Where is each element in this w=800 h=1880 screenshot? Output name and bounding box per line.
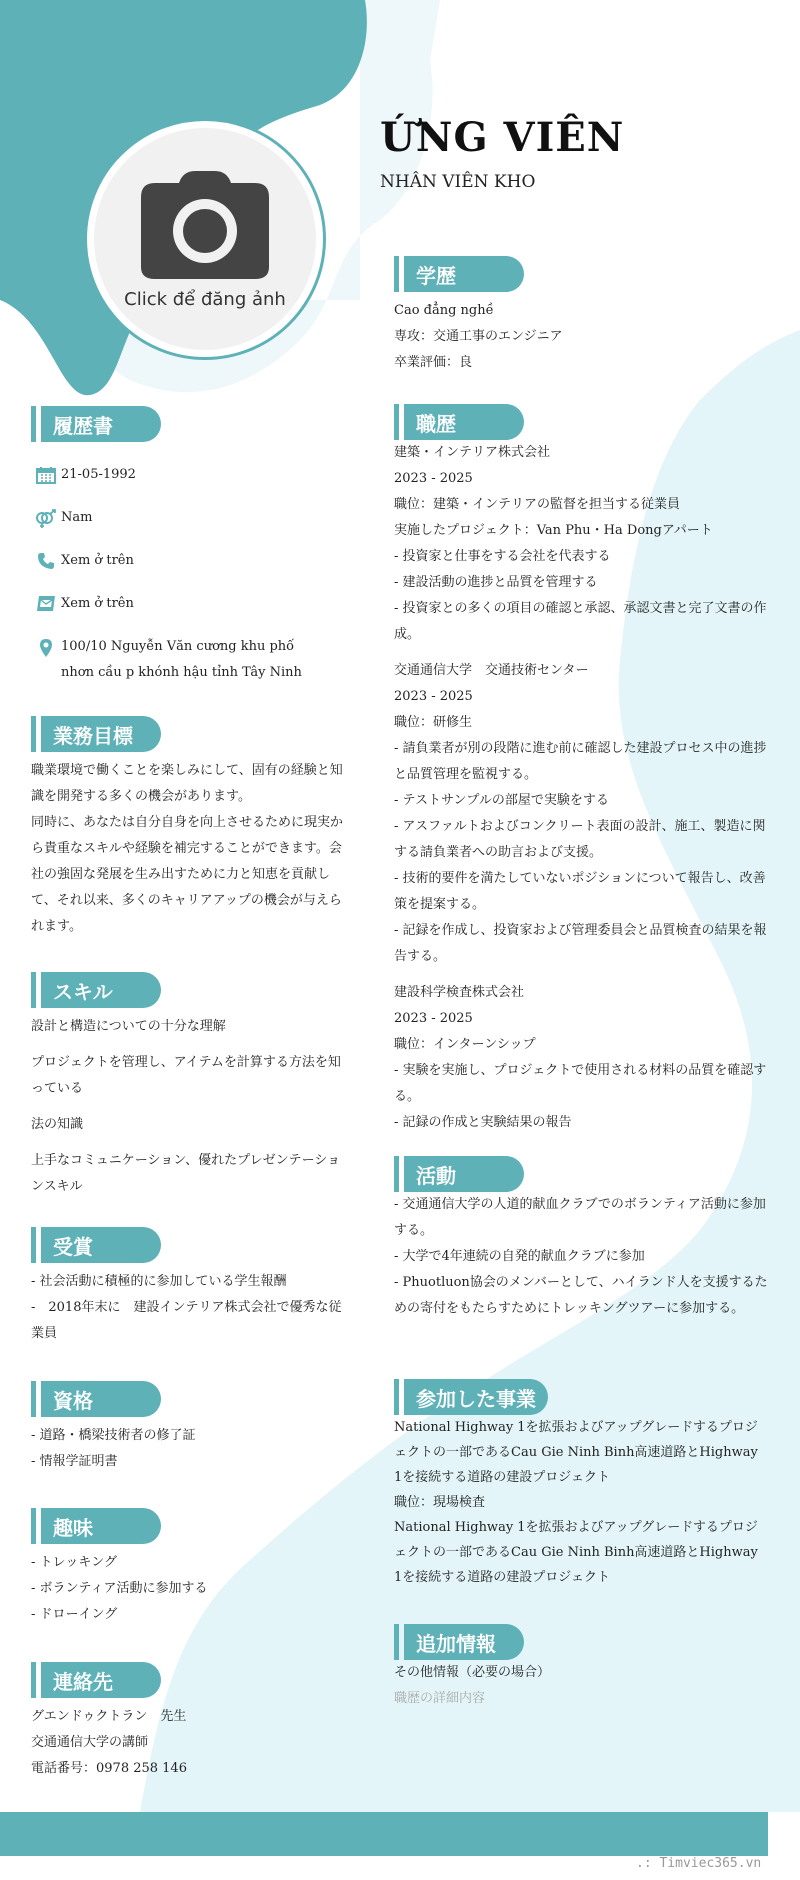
phone-icon — [31, 548, 61, 570]
activity-item: - 大学で4年連続の自発的献血クラブに参加 — [394, 1249, 645, 1264]
avatar-upload[interactable] — [84, 118, 326, 360]
section-education — [394, 256, 770, 376]
activity-item: - Phuotluon協会のメンバーとして、ハイランド人を支援するための寄付をもたらすためにトレッキングツアーに参加する。 — [394, 1275, 768, 1316]
project-item: 職位：現場検査 — [394, 1495, 486, 1510]
certificate-item: - 道路・橋梁技術者の修了証 — [31, 1428, 196, 1443]
section-skills — [31, 972, 353, 1200]
award-item: - 社会活動に積極的に参加している学生報酬 — [31, 1274, 287, 1289]
footer-credit: .: Timviec365.vn — [636, 1856, 762, 1871]
section-title: 連絡先 — [41, 1662, 161, 1698]
section-projects — [394, 1379, 770, 1590]
section-title: 業務目標 — [41, 716, 161, 752]
location-icon — [31, 634, 61, 658]
skill-item: 法の知識 — [31, 1117, 84, 1132]
candidate-name: ỨNG VIÊN — [380, 114, 625, 161]
info-phone: Xem ở trên — [31, 548, 351, 574]
objective-line: 職業環境で働くことを楽しみにして、固有の経験と知識を開発する多くの機会があります。 — [31, 763, 343, 804]
project-item: National Highway 1を拡張およびアップグレードするプロジェクトの一部であるCau Gie Ninh Binh高速道路とHighway 1を接続する道路の建設プロジェクト — [394, 1420, 758, 1485]
section-experience — [394, 404, 770, 1136]
reference-item: 交通通信大学の講師 — [31, 1735, 149, 1750]
section-hobbies — [31, 1508, 353, 1628]
job-title: NHÂN VIÊN KHO — [380, 172, 536, 192]
section-title: 受賞 — [41, 1227, 161, 1263]
footer-bar — [0, 1812, 768, 1856]
section-activities — [394, 1156, 770, 1322]
camera-icon — [139, 169, 271, 281]
section-title: スキル — [41, 972, 161, 1008]
certificate-item: - 情報学証明書 — [31, 1454, 118, 1469]
reference-item: 電話番号：0978 258 146 — [31, 1761, 187, 1776]
info-birthdate: 21-05-1992 — [31, 462, 351, 488]
calendar-icon — [31, 462, 61, 484]
hobby-item: - ドローイング — [31, 1607, 118, 1622]
section-awards — [31, 1227, 353, 1347]
info-gender: Nam — [31, 505, 351, 531]
info-email: Xem ở trên — [31, 591, 351, 617]
hobby-item: - ボランティア活動に参加する — [31, 1581, 208, 1596]
section-profile — [31, 406, 351, 703]
section-additional — [394, 1624, 770, 1712]
section-certificates — [31, 1381, 353, 1475]
section-objective — [31, 716, 353, 940]
hobby-item: - トレッキング — [31, 1555, 118, 1570]
project-item: National Highway 1を拡張およびアップグレードするプロジェクトの一部であるCau Gie Ninh Binh高速道路とHighway 1を接続する道路の建設プロジェクト — [394, 1520, 758, 1585]
section-reference — [31, 1662, 353, 1782]
skill-item: 設計と構造についての十分な理解 — [31, 1019, 226, 1034]
gender-icon — [31, 505, 61, 529]
skill-item: 上手なコミュニケーション、優れたプレゼンテーションスキル — [31, 1153, 341, 1194]
section-title: 学歴 — [404, 256, 524, 292]
avatar-placeholder — [94, 128, 316, 350]
section-title: 趣味 — [41, 1508, 161, 1544]
additional-item: その他情報（必要の場合） — [394, 1665, 551, 1680]
award-item: - 2018年末に 建設インテリア株式会社で優秀な従業員 — [31, 1300, 342, 1341]
section-title: 参加した事業 — [404, 1379, 548, 1415]
section-title: 資格 — [41, 1381, 161, 1417]
skill-item: プロジェクトを管理し、アイテムを計算する方法を知っている — [31, 1055, 341, 1096]
education-item: Cao đẳng nghề — [394, 303, 494, 318]
avatar-label: Click để đăng ảnh — [124, 288, 286, 310]
section-title: 職歴 — [404, 404, 524, 440]
activity-item: - 交通通信大学の人道的献血クラブでのボランティア活動に参加する。 — [394, 1197, 766, 1238]
job-entry: 建設科学検査株式会社 2023 - 2025 職位：インターンシップ - 実験を実施し、プロジェクトで使用される材料の品質を確認する。 - 記録の作成と実験結果の報告 — [394, 985, 767, 1130]
job-entry: 交通通信大学 交通技術センター 2023 - 2025 職位：研修生 - 請負業者が別の段階に進む前に確認した建設プロセス中の進捗と品質管理を監視する。 - テストサンプルの部屋で実験をする - アスファルトおよびコンクリート表面の設計、施工、製造に関する請負業者への助言および支援。 - 技術的要件を満たしていないポジションについて報告し、改善策を提案する。 - 記録を作成し、投資家および管理委員会と品質検査の結果を報告する。 — [394, 663, 767, 964]
job-entry: 建築・インテリア株式会社 2023 - 2025 職位：建築・インテリアの監督を担当する従業員 実施したプロジェクト：Van Phu・Ha Dongアパート - 投資家と仕事をする会社を代表する - 建設活動の進捗と品質を管理する - 投資家との多くの項目の確認と承認、承認文書と完了文書の作成。 — [394, 445, 767, 642]
section-title: 追加情報 — [404, 1624, 524, 1660]
info-address: 100/10 Nguyễn Văn cương khu phố nhơn cầu p khónh hậu tỉnh Tây Ninh — [31, 634, 351, 686]
education-item: 卒業評価：良 — [394, 355, 473, 370]
additional-placeholder[interactable]: 職歴の詳細内容 — [394, 1691, 486, 1706]
reference-item: グエンドゥクトラン 先生 — [31, 1709, 187, 1724]
email-icon — [31, 591, 61, 612]
section-title: 履歴書 — [41, 406, 161, 442]
education-item: 専攻：交通工事のエンジニア — [394, 329, 563, 344]
section-title: 活動 — [404, 1156, 524, 1192]
objective-line: 同時に、あなたは自分自身を向上させるために現実から貴重なスキルや経験を補完することができます。会社の強固な発展を生み出すために力と知恵を貢献して、それ以来、多くのキャリアアップの機会が与えられます。 — [31, 815, 344, 934]
